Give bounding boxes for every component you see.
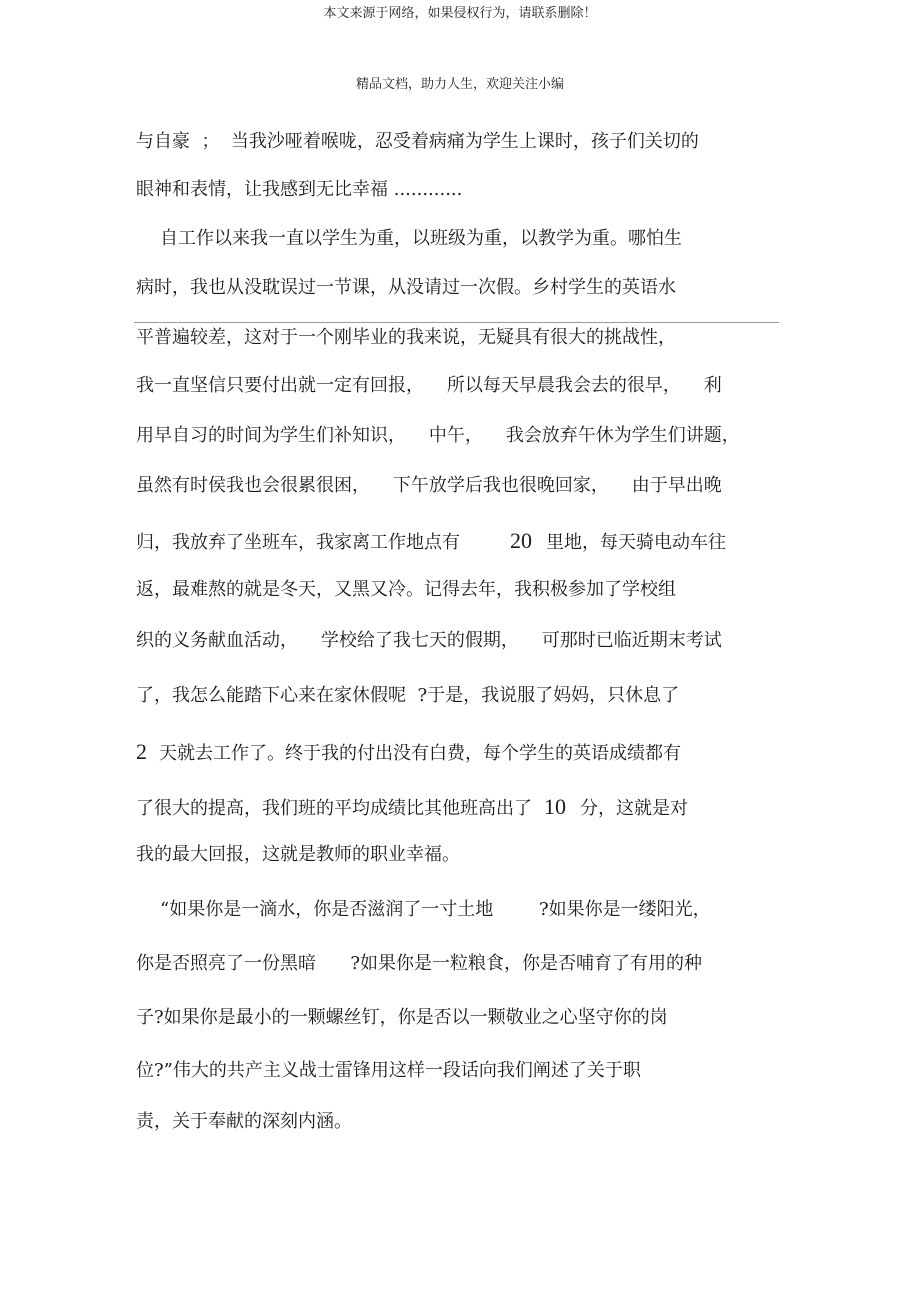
text-line-9-number: 20 (510, 528, 532, 553)
disclaimer-header: 本文来源于网络，如果侵权行为，请联系删除！ (323, 6, 597, 21)
text-line-5: 平普遍较差，这对于一个刚毕业的我来说，无疑具有很大的挑战性， (136, 327, 676, 348)
text-line-9 (136, 529, 726, 555)
text-line-13-text: 天就去工作了。终于我的付出没有白费，每个学生的英语成绩都有 (159, 743, 681, 764)
text-line-2: 眼神和表情，让我感到无比幸福 ............ (136, 179, 463, 200)
text-line-11: 织的义务献血活动， 学校给了我七天的假期， 可那时已临近期末考试 (136, 630, 722, 651)
text-line-1: 与自豪 ； 当我沙哑着喉咙，忍受着病痛为学生上课时，孩子们关切的 (136, 131, 699, 152)
text-line-16: “如果你是一滴水，你是否滋润了一寸土地 ?如果你是一缕阳光， (160, 899, 711, 920)
tagline-header: 精品文档，助力人生，欢迎关注小编 (355, 77, 564, 92)
text-line-12: 了，我怎么能踏下心来在家休假呢 ?于是，我说服了妈妈，只休息了 (136, 685, 680, 706)
text-line-3: 自工作以来我一直以学生为重，以班级为重，以教学为重。哪怕生 (160, 228, 682, 249)
text-line-9-part-a: 归，我放弃了坐班车，我家离工作地点有 (136, 532, 460, 553)
text-line-14-part-a: 了很大的提高，我们班的平均成绩比其他班高出了 (136, 798, 532, 819)
text-line-6: 我一直坚信只要付出就一定有回报， 所以每天早晨我会去的很早， 利 (136, 375, 722, 396)
text-line-10: 返，最难熬的就是冬天，又黑又冷。记得去年，我积极参加了学校组 (136, 579, 676, 600)
text-line-20: 责，关于奉献的深刻内涵。 (136, 1111, 352, 1132)
text-line-7: 用早自习的时间为学生们补知识， 中午， 我会放弃午休为学生们讲题， (136, 425, 740, 446)
text-line-13-number: 2 (136, 739, 147, 764)
text-line-4: 病时，我也从没耽误过一节课，从没请过一次假。乡村学生的英语水 (136, 277, 676, 298)
text-line-13 (136, 740, 681, 766)
text-line-14-part-b: 分，这就是对 (580, 798, 688, 819)
text-line-18: 子?如果你是最小的一颗螺丝钉，你是否以一颗敬业之心坚守你的岗 (136, 1007, 668, 1028)
text-line-14-number: 10 (544, 794, 566, 819)
text-line-8: 虽然有时侯我也会很累很困， 下午放学后我也很晚回家， 由于早出晚 (136, 475, 722, 496)
text-line-9-part-b: 里地，每天骑电动车往 (546, 532, 726, 553)
text-line-14 (136, 795, 688, 821)
horizontal-rule (134, 322, 779, 323)
text-line-17: 你是否照亮了一份黑暗 ?如果你是一粒粮食，你是否哺育了有用的种 (136, 953, 702, 974)
text-line-19: 位?”伟大的共产主义战士雷锋用这样一段话向我们阐述了关于职 (136, 1060, 641, 1081)
text-line-15: 我的最大回报，这就是教师的职业幸福。 (136, 844, 460, 865)
